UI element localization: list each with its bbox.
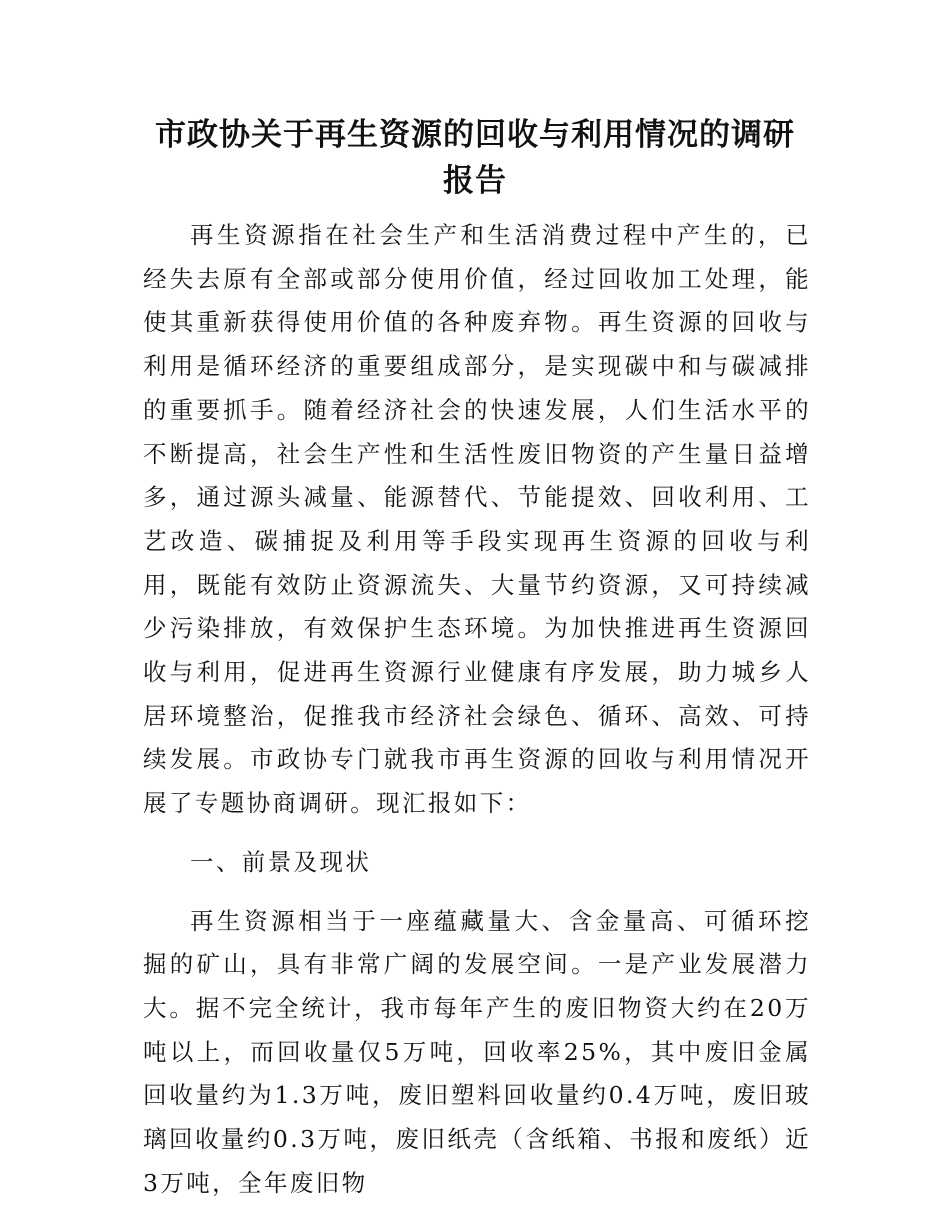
section-paragraph-1: 再生资源相当于一座蕴藏量大、含金量高、可循环挖掘的矿山，具有非常广阔的发展空间。一是产业发展潜力大。据不完全统计，我市每年产生的废旧物资大约在20万吨以上，而回收量仅5万吨，回收率25%，其中废旧金属回收量约为1.3万吨，废旧塑料回收量约0.4万吨，废旧玻璃回收量约0.3万吨，废旧纸壳（含纸箱、书报和废纸）近3万吨，全年废旧物: [143, 906, 811, 1197]
intro-paragraph: 再生资源指在社会生产和生活消费过程中产生的，已经失去原有全部或部分使用价值，经过回收加工处理，能使其重新获得使用价值的各种废弃物。再生资源的回收与利用是循环经济的重要组成部分，是实现碳中和与碳减排的重要抓手。随着经济社会的快速发展，人们生活水平的不断提高，社会生产性和生活性废旧物资的产生量日益增多，通过源头减量、能源替代、节能提效、回收利用、工艺改造、碳捕捉及利用等手段实现再生资源的回收与利用，既能有效防止资源流失、大量节约资源，又可持续减少污染排放，有效保护生态环境。为加快推进再生资源回收与利用，促进再生资源行业健康有序发展，助力城乡人居环境整治，促推我市经济社会绿色、循环、高效、可持续发展。市政协专门就我市再生资源的回收与利用情况开展了专题协商调研。现汇报如下：: [143, 221, 811, 818]
document-title: 市政协关于再生资源的回收与利用情况的调研报告: [155, 117, 795, 199]
document-body: [143, 214, 811, 1205]
section-heading-1: 一、前景及现状: [190, 847, 372, 876]
